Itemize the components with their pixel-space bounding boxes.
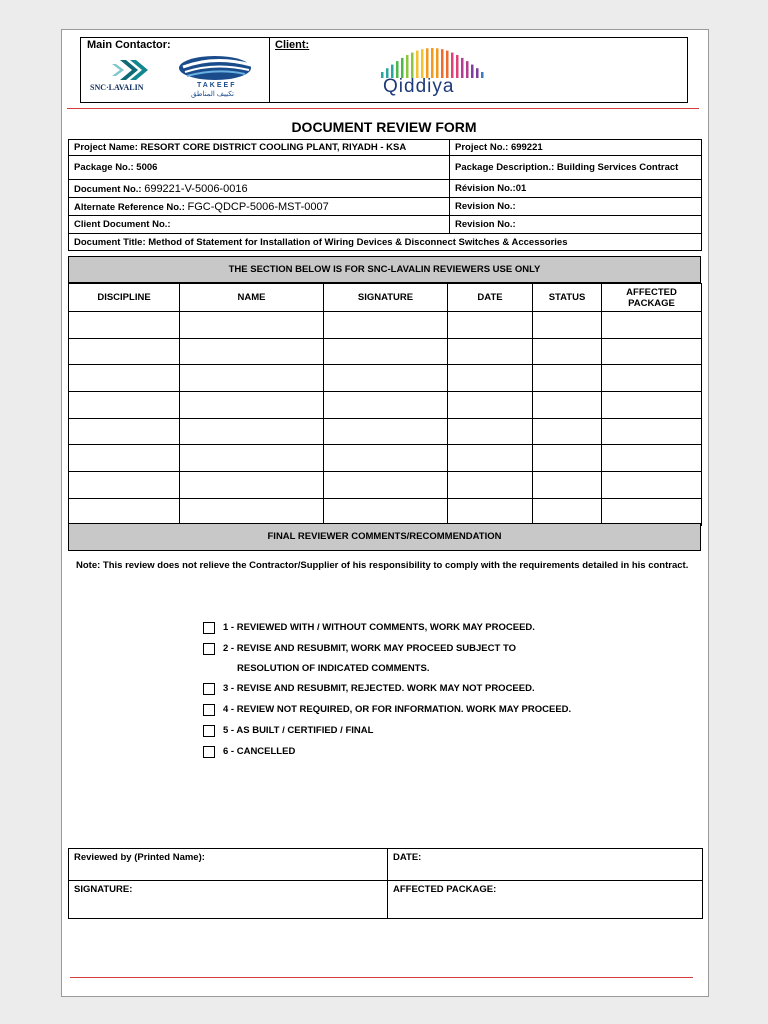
- signoff-signature-cell[interactable]: SIGNATURE:: [69, 881, 388, 919]
- qiddiya-logo-bar: [436, 48, 439, 78]
- qiddiya-logo-bar: [411, 53, 414, 78]
- footer-red-rule: [70, 977, 693, 978]
- takeef-logo-text: TAKEEF: [197, 82, 237, 89]
- option-5-checkbox[interactable]: [203, 725, 215, 737]
- reviewer-cell[interactable]: [180, 338, 324, 365]
- option-3-label: 3 - REVISE AND RESUBMIT, REJECTED. WORK MAY NOT PROCEED.: [223, 683, 535, 694]
- qiddiya-logo-bar: [426, 48, 429, 78]
- status-header: STATUS: [533, 284, 602, 312]
- option-6[interactable]: [203, 746, 295, 758]
- reviewer-cell[interactable]: [69, 338, 180, 365]
- affected-package-header: AFFECTED PACKAGE: [602, 284, 702, 312]
- qiddiya-logo-bar: [461, 58, 464, 78]
- reviewer-row: [69, 338, 702, 365]
- reviewer-cell[interactable]: [533, 498, 602, 525]
- reviewer-cell[interactable]: [180, 498, 324, 525]
- option-2-checkbox[interactable]: [203, 643, 215, 655]
- reviewer-cell[interactable]: [69, 392, 180, 419]
- name-header: NAME: [180, 284, 324, 312]
- qiddiya-logo-bar: [451, 53, 454, 78]
- reviewed-by-cell[interactable]: Reviewed by (Printed Name):: [69, 849, 388, 881]
- option-6-checkbox[interactable]: [203, 746, 215, 758]
- reviewer-cell[interactable]: [602, 498, 702, 525]
- qiddiya-logo-text: Qiddiya: [383, 76, 455, 97]
- reviewer-cell[interactable]: [180, 445, 324, 472]
- reviewer-cell[interactable]: [180, 472, 324, 499]
- client-label: Client:: [275, 39, 310, 51]
- package-no-cell: Package No.: 5006: [69, 156, 450, 180]
- qiddiya-logo-bar: [476, 68, 479, 78]
- option-3[interactable]: [203, 683, 535, 695]
- reviewer-cell[interactable]: [448, 392, 533, 419]
- signoff-affected-package-cell[interactable]: AFFECTED PACKAGE:: [388, 881, 703, 919]
- reviewer-cell[interactable]: [69, 498, 180, 525]
- reviewer-cell[interactable]: [324, 312, 448, 339]
- option-5[interactable]: [203, 725, 373, 737]
- qiddiya-logo-bar: [421, 49, 424, 78]
- reviewer-cell[interactable]: [448, 445, 533, 472]
- snc-logo-text: SNC·LAVALIN: [90, 83, 144, 92]
- alternate-reference-value: FGC-QDCP-5006-MST-0007: [187, 200, 329, 213]
- reviewer-cell[interactable]: [602, 392, 702, 419]
- takeef-logo-arabic: تكييف المناطق: [191, 91, 235, 98]
- reviewer-cell[interactable]: [602, 445, 702, 472]
- option-2[interactable]: [203, 643, 516, 655]
- form-title: DOCUMENT REVIEW FORM: [291, 119, 477, 135]
- reviewer-cell[interactable]: [533, 418, 602, 445]
- reviewer-cell[interactable]: [533, 338, 602, 365]
- reviewer-cell[interactable]: [324, 472, 448, 499]
- option-1[interactable]: [203, 622, 535, 634]
- qiddiya-logo-bar: [471, 65, 474, 78]
- signature-header: SIGNATURE: [324, 284, 448, 312]
- option-1-checkbox[interactable]: [203, 622, 215, 634]
- reviewer-row: [69, 445, 702, 472]
- client-document-no-cell: Client Document No.:: [69, 216, 450, 234]
- reviewer-cell[interactable]: [324, 445, 448, 472]
- revision-no-cell-3: Revision No.:: [450, 216, 702, 234]
- reviewer-cell[interactable]: [533, 312, 602, 339]
- qiddiya-logo-bar: [406, 55, 409, 78]
- reviewer-cell[interactable]: [448, 312, 533, 339]
- qiddiya-logo-bar: [401, 58, 404, 78]
- qiddiya-logo-bar: [431, 48, 434, 78]
- reviewer-cell[interactable]: [448, 498, 533, 525]
- option-1-label: 1 - REVIEWED WITH / WITHOUT COMMENTS, WORK MAY PROCEED.: [223, 622, 535, 633]
- signoff-table: [68, 848, 703, 919]
- alternate-reference-cell: [69, 198, 450, 216]
- reviewer-cell[interactable]: [533, 445, 602, 472]
- reviewer-cell[interactable]: [69, 365, 180, 392]
- qiddiya-logo-bar: [481, 72, 484, 78]
- main-contractor-label: Main Contactor:: [87, 39, 171, 51]
- option-4-label: 4 - REVIEW NOT REQUIRED, OR FOR INFORMATION. WORK MAY PROCEED.: [223, 704, 572, 715]
- reviewer-cell[interactable]: [180, 418, 324, 445]
- document-title-cell: Document Title: Method of Statement for Installation of Wiring Devices & Disconnect Switches & Accessories: [69, 234, 702, 251]
- reviewer-cell[interactable]: [533, 365, 602, 392]
- qiddiya-logo-bar: [441, 49, 444, 78]
- reviewer-cell[interactable]: [602, 365, 702, 392]
- reviewer-cell[interactable]: [180, 392, 324, 419]
- header-red-rule: [67, 108, 699, 109]
- reviewer-row: [69, 472, 702, 499]
- reviewer-cell[interactable]: [324, 365, 448, 392]
- reviewer-cell[interactable]: [448, 472, 533, 499]
- snc-lavalin-logo: [90, 56, 175, 98]
- option-2-label-continued: RESOLUTION OF INDICATED COMMENTS.: [237, 663, 430, 674]
- reviewer-cell[interactable]: [180, 312, 324, 339]
- qiddiya-logo-bar: [446, 51, 449, 78]
- reviewer-cell[interactable]: [602, 418, 702, 445]
- reviewer-cell[interactable]: [69, 472, 180, 499]
- reviewer-row: [69, 498, 702, 525]
- reviewer-cell[interactable]: [324, 418, 448, 445]
- signoff-date-cell[interactable]: DATE:: [388, 849, 703, 881]
- option-6-label: 6 - CANCELLED: [223, 746, 296, 757]
- reviewer-cell[interactable]: [448, 418, 533, 445]
- qiddiya-logo-bar: [466, 61, 469, 78]
- reviewer-cell[interactable]: [180, 365, 324, 392]
- reviewer-cell[interactable]: [602, 312, 702, 339]
- reviewers-section-heading: THE SECTION BELOW IS FOR SNC-LAVALIN REVIEWERS USE ONLY: [68, 256, 701, 283]
- alternate-reference-label: Alternate Reference No.:: [74, 201, 185, 213]
- discipline-header: DISCIPLINE: [69, 284, 180, 312]
- option-2-label: 2 - REVISE AND RESUBMIT, WORK MAY PROCEED SUBJECT TO: [223, 643, 516, 654]
- option-5-label: 5 - AS BUILT / CERTIFIED / FINAL: [223, 725, 374, 736]
- project-info-table: [68, 139, 702, 251]
- project-name-cell: Project Name: RESORT CORE DISTRICT COOLING PLANT, RIYADH - KSA: [69, 140, 450, 156]
- qiddiya-logo: [361, 44, 501, 100]
- date-header: DATE: [448, 284, 533, 312]
- reviewer-cell[interactable]: [602, 338, 702, 365]
- reviewer-cell[interactable]: [533, 392, 602, 419]
- reviewer-table-header: [69, 284, 702, 312]
- reviewer-row: [69, 312, 702, 339]
- reviewer-row: [69, 418, 702, 445]
- document-no-cell: [69, 180, 450, 198]
- reviewer-cell[interactable]: [324, 338, 448, 365]
- reviewer-cell[interactable]: [324, 392, 448, 419]
- reviewer-row: [69, 392, 702, 419]
- reviewer-cell[interactable]: [69, 418, 180, 445]
- header-box: [80, 37, 688, 103]
- document-no-label: Document No.:: [74, 183, 142, 195]
- qiddiya-logo-bar: [416, 51, 419, 78]
- reviewer-cell[interactable]: [69, 312, 180, 339]
- project-no-cell: Project No.: 699221: [450, 140, 702, 156]
- option-4[interactable]: [203, 704, 571, 716]
- reviewer-cell[interactable]: [69, 445, 180, 472]
- review-note: Note: This review does not relieve the Contractor/Supplier of his responsibility to comply with the requirements detailed in his contract.: [76, 560, 689, 571]
- option-2-continued: [237, 663, 429, 674]
- reviewer-cell[interactable]: [324, 498, 448, 525]
- reviewer-row: [69, 365, 702, 392]
- option-3-checkbox[interactable]: [203, 683, 215, 695]
- qiddiya-logo-bar: [456, 55, 459, 78]
- reviewer-cell[interactable]: [533, 472, 602, 499]
- package-description-cell: Package Description.: Building Services Contract: [450, 156, 702, 180]
- reviewer-cell[interactable]: [448, 338, 533, 365]
- takeef-logo: [177, 53, 257, 101]
- option-4-checkbox[interactable]: [203, 704, 215, 716]
- revision-no-cell-1: Révision No.:01: [450, 180, 702, 198]
- reviewer-cell[interactable]: [602, 472, 702, 499]
- document-no-value: 699221-V-5006-0016: [144, 182, 248, 195]
- reviewer-table: [68, 283, 702, 526]
- reviewer-cell[interactable]: [448, 365, 533, 392]
- final-comments-heading: FINAL REVIEWER COMMENTS/RECOMMENDATION: [68, 523, 701, 551]
- revision-no-cell-2: Revision No.:: [450, 198, 702, 216]
